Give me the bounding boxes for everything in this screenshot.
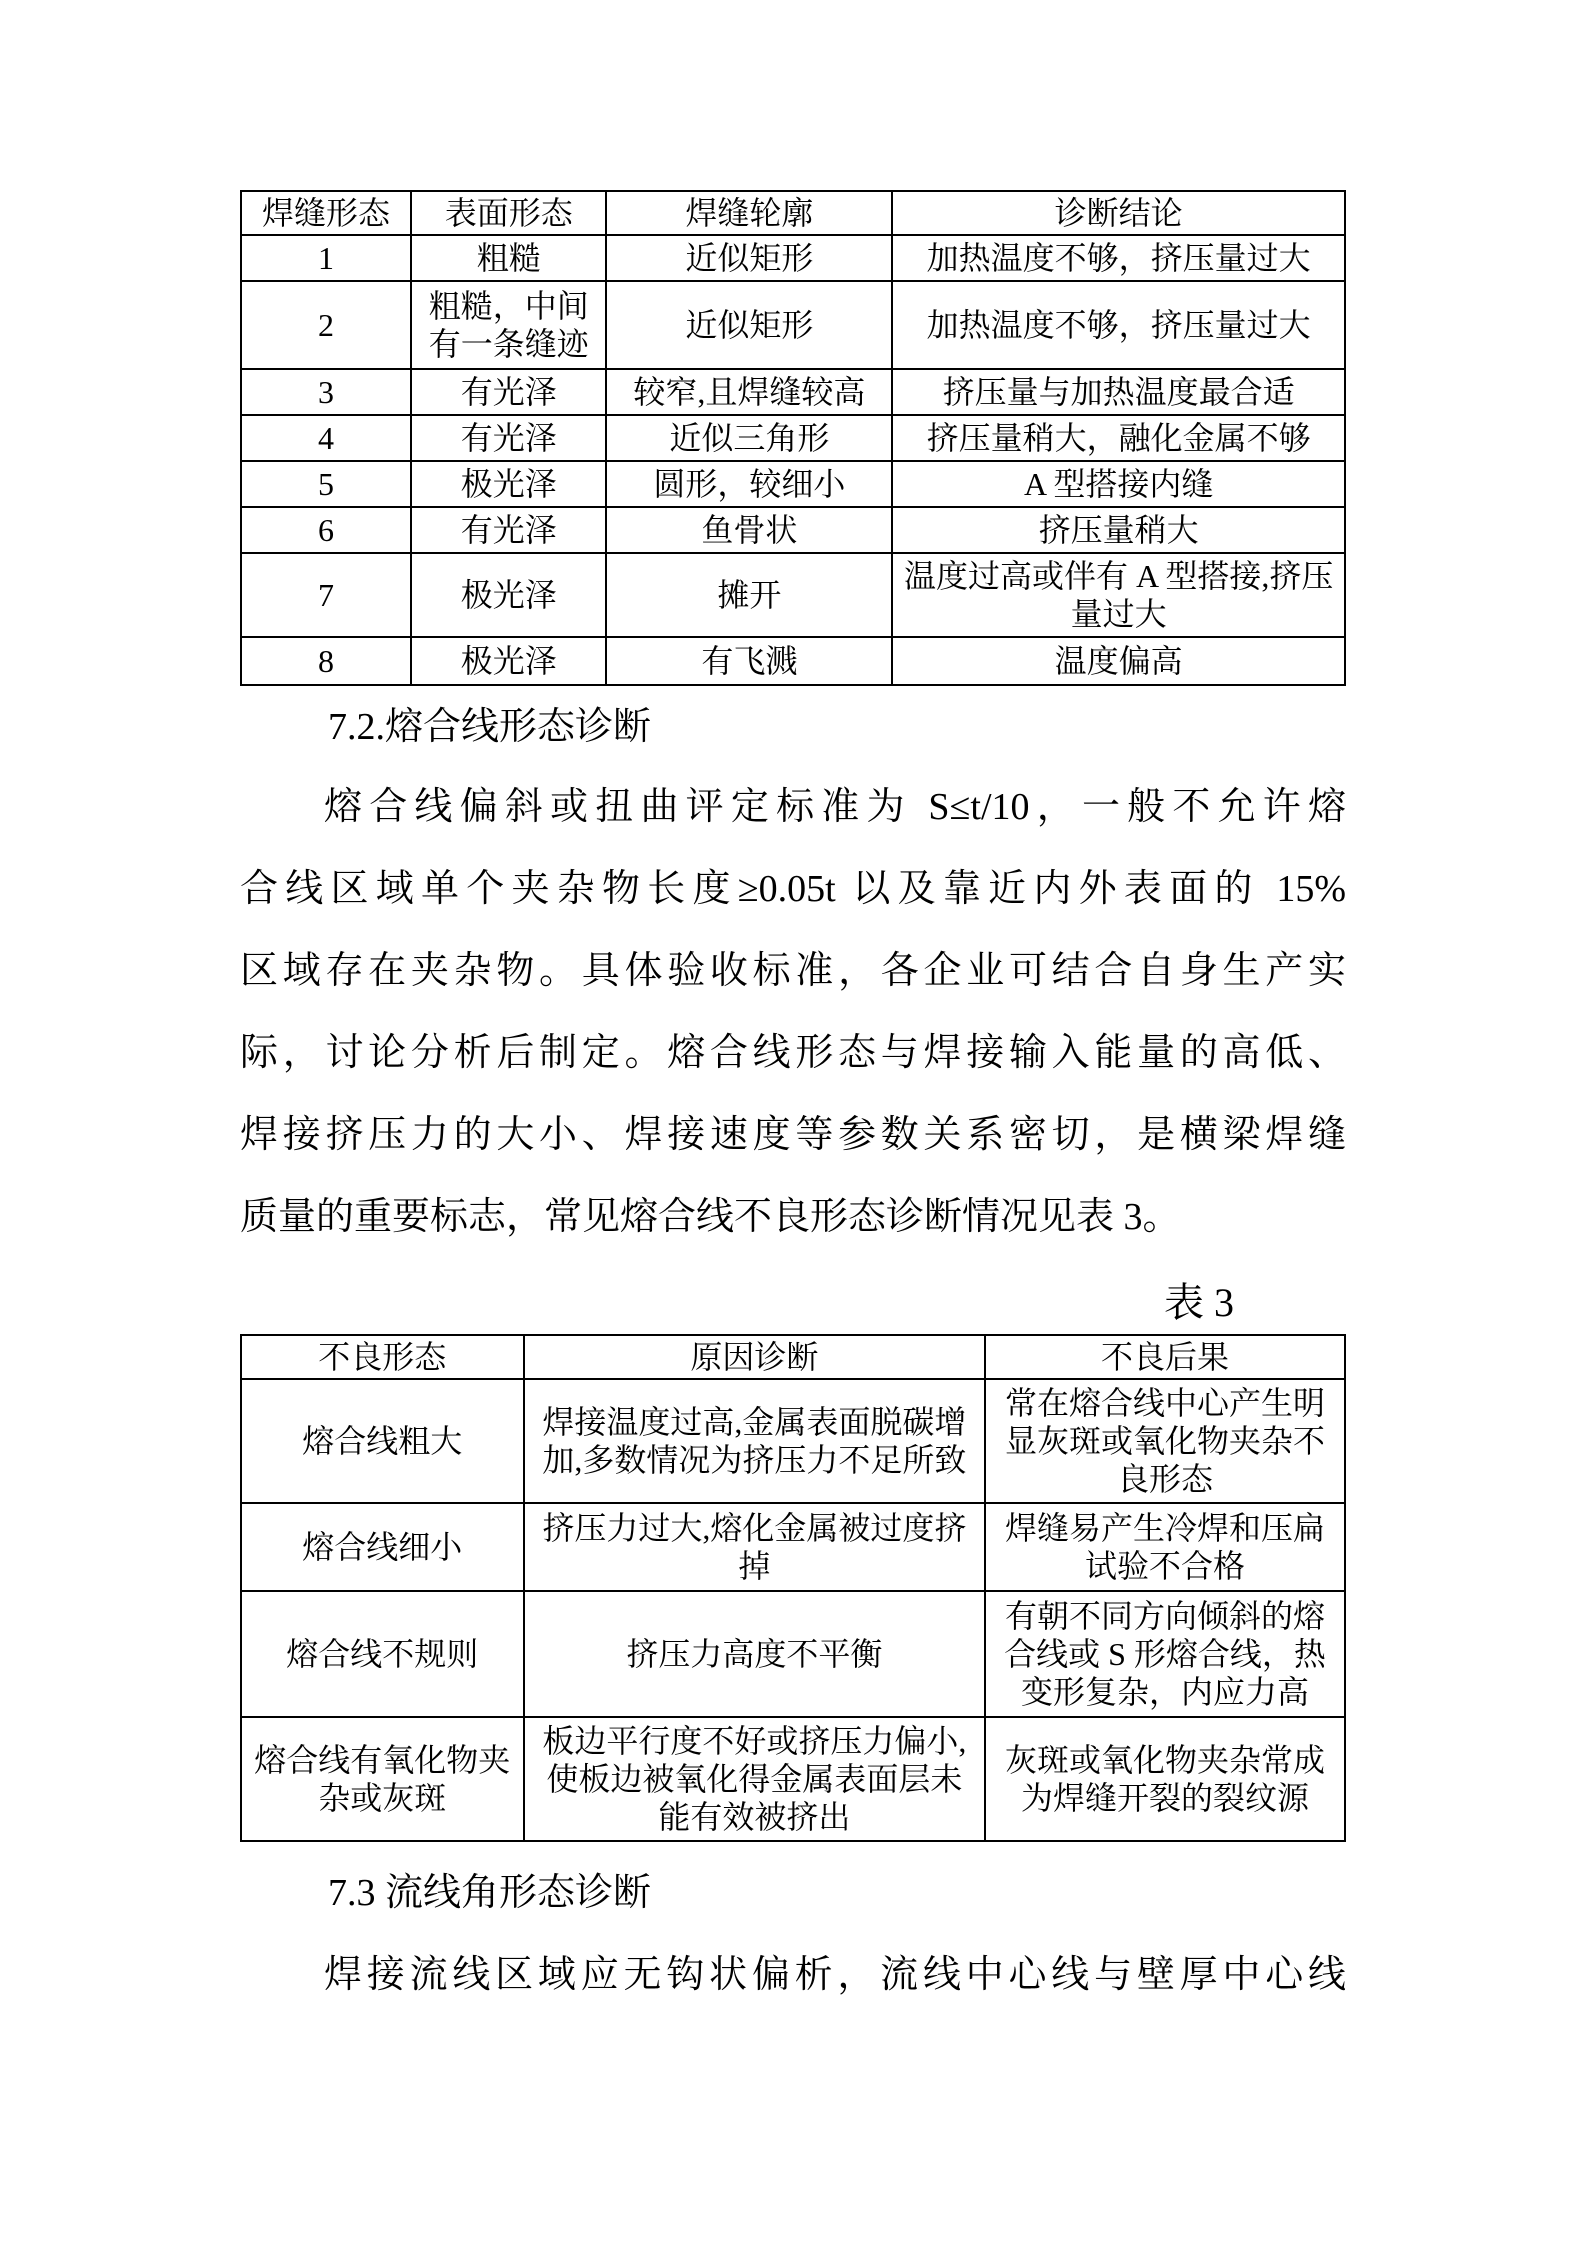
table-cell: 有光泽	[411, 369, 606, 415]
table-cell: 加热温度不够，挤压量过大	[892, 281, 1345, 369]
table-row	[241, 637, 1345, 685]
table-row	[241, 1591, 1345, 1717]
section-heading-7-2: 7.2.熔合线形态诊断	[328, 706, 652, 748]
paragraph-line: 际，讨论分析后制定。熔合线形态与焊接输入能量的高低、	[240, 1032, 1346, 1074]
table-cell: 3	[241, 369, 411, 415]
table-cell: 熔合线有氧化物夹杂或灰斑	[241, 1717, 524, 1841]
paragraph-line: 焊接流线区域应无钩状偏析，流线中心线与壁厚中心线	[324, 1954, 1346, 1996]
table-header-cell: 表面形态	[411, 191, 606, 235]
table-cell: 圆形，较细小	[606, 461, 892, 507]
table-cell: 7	[241, 553, 411, 637]
table-cell: 熔合线细小	[241, 1503, 524, 1591]
table-row	[241, 1379, 1345, 1503]
paragraph-line: 合线区域单个夹杂物长度≥0.05t 以及靠近内外表面的 15%	[240, 868, 1346, 910]
section-heading-7-3: 7.3 流线角形态诊断	[328, 1872, 652, 1914]
table-cell: 灰斑或氧化物夹杂常成为焊缝开裂的裂纹源	[985, 1717, 1345, 1841]
table-row	[241, 235, 1345, 281]
paragraph-line: 质量的重要标志，常见熔合线不良形态诊断情况见表 3。	[240, 1196, 1181, 1238]
table-cell: 较窄,且焊缝较高	[606, 369, 892, 415]
table-cell: 有光泽	[411, 415, 606, 461]
table-cell: A 型搭接内缝	[892, 461, 1345, 507]
table-row	[241, 1717, 1345, 1841]
table-cell: 近似矩形	[606, 235, 892, 281]
table-header-row	[241, 1335, 1345, 1379]
table-cell: 2	[241, 281, 411, 369]
table-cell: 粗糙，中间有一条缝迹	[411, 281, 606, 369]
table-row	[241, 281, 1345, 369]
table-cell: 极光泽	[411, 637, 606, 685]
table-cell: 有光泽	[411, 507, 606, 553]
table-row	[241, 507, 1345, 553]
table-row	[241, 1503, 1345, 1591]
table-cell: 挤压量稍大，融化金属不够	[892, 415, 1345, 461]
table-cell: 挤压量稍大	[892, 507, 1345, 553]
table-cell: 挤压量与加热温度最合适	[892, 369, 1345, 415]
table-row	[241, 461, 1345, 507]
table-cell: 4	[241, 415, 411, 461]
table-row	[241, 369, 1345, 415]
table-cell: 熔合线粗大	[241, 1379, 524, 1503]
paragraph-line: 熔合线偏斜或扭曲评定标准为 S≤t/10，一般不允许熔	[324, 786, 1346, 828]
table-cell: 熔合线不规则	[241, 1591, 524, 1717]
table-cell: 6	[241, 507, 411, 553]
table-cell: 有飞溅	[606, 637, 892, 685]
table-cell: 温度过高或伴有 A 型搭接,挤压量过大	[892, 553, 1345, 637]
table-header-row	[241, 191, 1345, 235]
table-cell: 鱼骨状	[606, 507, 892, 553]
table-cell: 极光泽	[411, 461, 606, 507]
table-header-cell: 原因诊断	[524, 1335, 985, 1379]
table-cell: 8	[241, 637, 411, 685]
table-cell: 挤压力过大,熔化金属被过度挤掉	[524, 1503, 985, 1591]
table-row	[241, 553, 1345, 637]
table-cell: 近似矩形	[606, 281, 892, 369]
table-header-cell: 不良后果	[985, 1335, 1345, 1379]
table-cell: 摊开	[606, 553, 892, 637]
table-cell: 粗糙	[411, 235, 606, 281]
table-cell: 焊接温度过高,金属表面脱碳增加,多数情况为挤压力不足所致	[524, 1379, 985, 1503]
table-cell: 温度偏高	[892, 637, 1345, 685]
table-cell: 常在熔合线中心产生明显灰斑或氧化物夹杂不良形态	[985, 1379, 1345, 1503]
weld-seam-form-table	[240, 190, 1346, 686]
table-row	[241, 415, 1345, 461]
fusion-line-defect-table	[240, 1334, 1346, 1842]
table-cell: 极光泽	[411, 553, 606, 637]
table-header-cell: 焊缝形态	[241, 191, 411, 235]
table-cell: 近似三角形	[606, 415, 892, 461]
table-cell: 板边平行度不好或挤压力偏小,使板边被氧化得金属表面层未能有效被挤出	[524, 1717, 985, 1841]
table-header-cell: 不良形态	[241, 1335, 524, 1379]
table3-caption: 表 3	[1164, 1280, 1234, 1325]
table-header-cell: 诊断结论	[892, 191, 1345, 235]
table-cell: 有朝不同方向倾斜的熔合线或 S 形熔合线，热变形复杂，内应力高	[985, 1591, 1345, 1717]
table-cell: 焊缝易产生冷焊和压扁试验不合格	[985, 1503, 1345, 1591]
table-cell: 5	[241, 461, 411, 507]
table-header-cell: 焊缝轮廓	[606, 191, 892, 235]
table-cell: 挤压力高度不平衡	[524, 1591, 985, 1717]
table-cell: 加热温度不够，挤压量过大	[892, 235, 1345, 281]
paragraph-line: 区域存在夹杂物。具体验收标准，各企业可结合自身生产实	[240, 950, 1346, 992]
paragraph-7-2	[240, 766, 1346, 1258]
table-cell: 1	[241, 235, 411, 281]
paragraph-line: 焊接挤压力的大小、焊接速度等参数关系密切，是横梁焊缝	[240, 1114, 1346, 1156]
